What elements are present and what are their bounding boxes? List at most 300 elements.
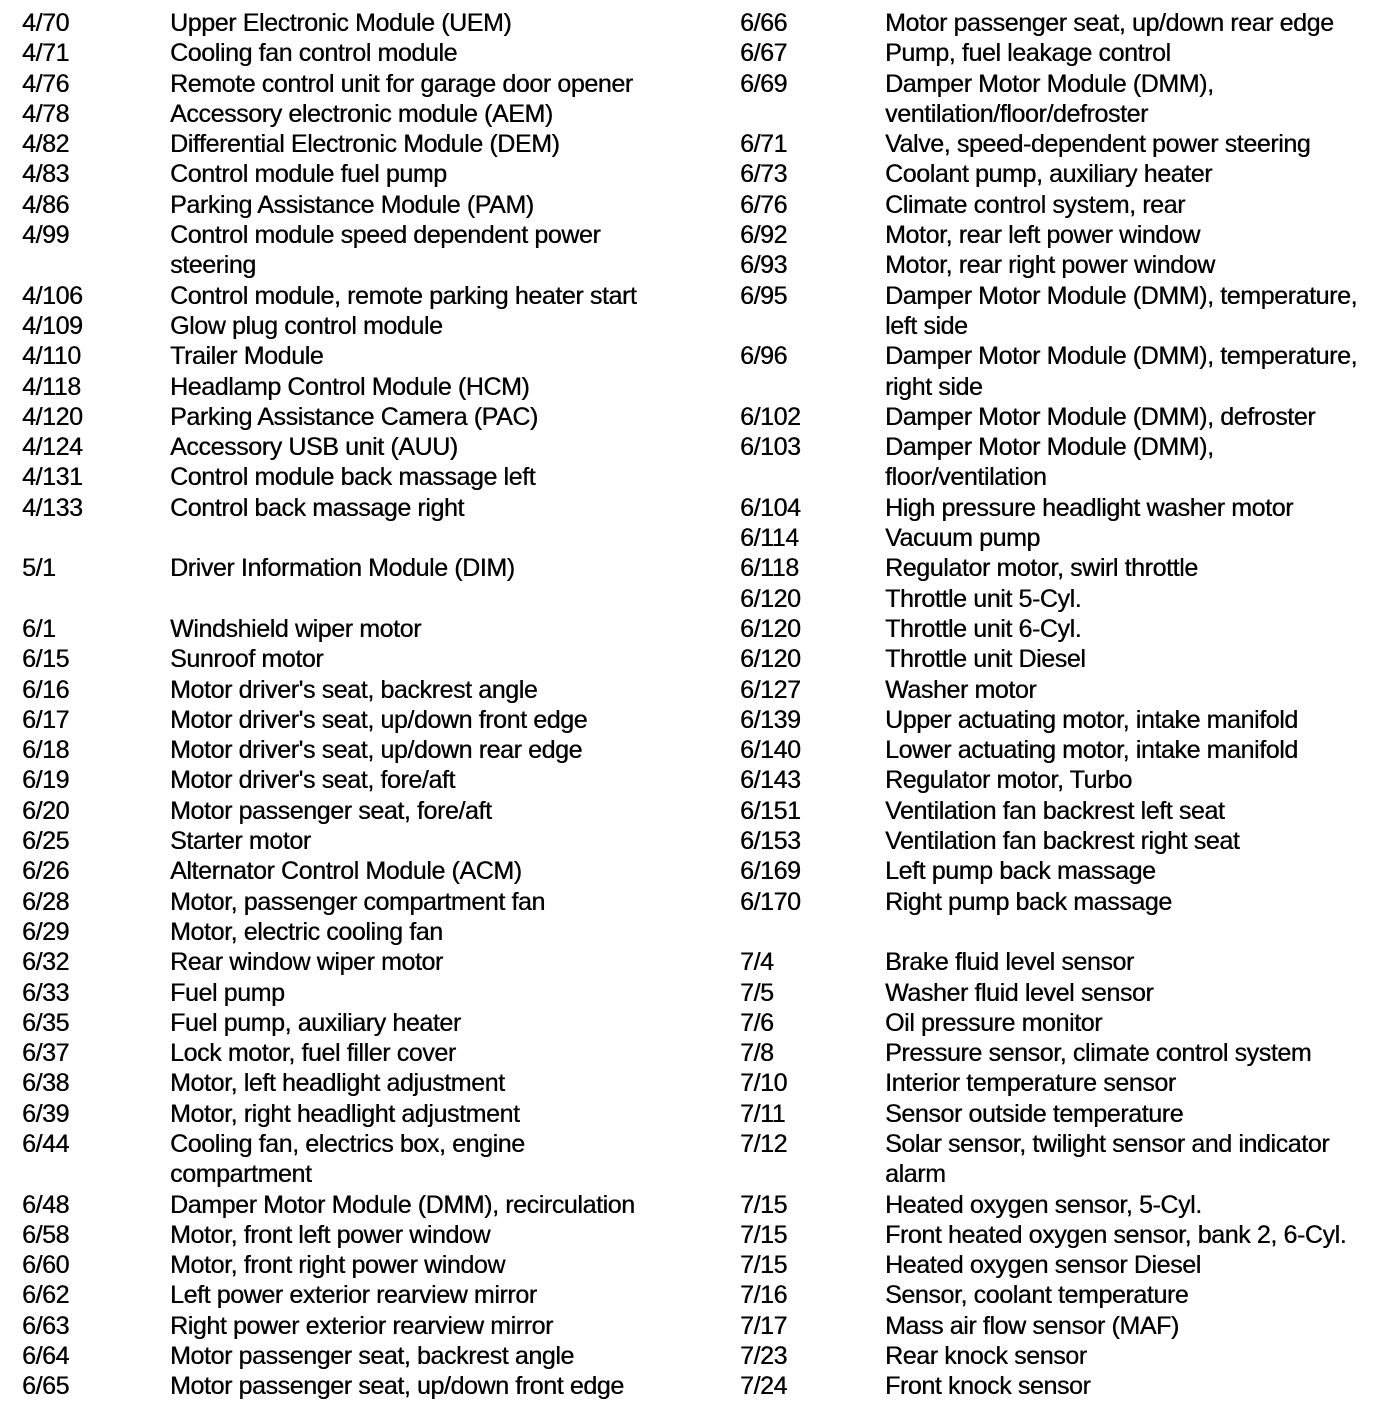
component-description bbox=[885, 129, 1388, 159]
description-line-wrap: ventilation/floor/defroster bbox=[885, 99, 1148, 128]
component-description bbox=[170, 826, 684, 856]
component-code: 6/153 bbox=[740, 827, 801, 856]
component-code: 4/133 bbox=[22, 493, 83, 522]
component-row bbox=[22, 978, 684, 1008]
description-line: Brake fluid level sensor bbox=[885, 948, 1134, 977]
description-line: Headlamp Control Module (HCM) bbox=[170, 372, 530, 401]
component-code: 6/28 bbox=[22, 887, 70, 916]
description-line: Sunroof motor bbox=[170, 645, 324, 674]
component-description bbox=[885, 1038, 1388, 1068]
component-code: 7/11 bbox=[740, 1099, 786, 1128]
component-code: 6/73 bbox=[740, 160, 788, 189]
component-row bbox=[22, 1220, 684, 1250]
component-description bbox=[885, 584, 1388, 614]
component-row bbox=[22, 311, 684, 341]
component-description bbox=[170, 190, 684, 220]
component-row bbox=[740, 493, 1388, 523]
component-row bbox=[740, 614, 1388, 644]
component-code: 6/92 bbox=[740, 221, 788, 250]
component-row bbox=[740, 1280, 1388, 1310]
component-code: 6/104 bbox=[740, 493, 801, 522]
component-code: 7/15 bbox=[740, 1251, 788, 1280]
description-line: Motor, front left power window bbox=[170, 1220, 491, 1249]
component-description bbox=[885, 1190, 1388, 1220]
description-line: Glow plug control module bbox=[170, 311, 443, 340]
component-code: 7/15 bbox=[740, 1220, 788, 1249]
component-description bbox=[170, 765, 684, 795]
component-description bbox=[885, 705, 1388, 735]
component-code: 6/96 bbox=[740, 342, 788, 371]
component-description bbox=[170, 796, 684, 826]
component-description bbox=[170, 1280, 684, 1310]
component-row bbox=[740, 1220, 1388, 1250]
component-description bbox=[170, 220, 684, 281]
component-list-column-left bbox=[22, 8, 684, 1402]
component-description bbox=[170, 159, 684, 189]
component-description bbox=[170, 705, 684, 735]
component-code: 6/102 bbox=[740, 402, 801, 431]
component-row bbox=[22, 493, 684, 523]
description-line: Rear window wiper motor bbox=[170, 948, 443, 977]
component-row bbox=[22, 38, 684, 68]
description-line: Upper Electronic Module (UEM) bbox=[170, 9, 512, 37]
group-spacer bbox=[22, 584, 684, 614]
description-line: Regulator motor, swirl throttle bbox=[885, 554, 1198, 583]
description-line: Washer fluid level sensor bbox=[885, 978, 1154, 1007]
component-code: 7/23 bbox=[740, 1342, 788, 1371]
description-line: Trailer Module bbox=[170, 342, 324, 371]
component-row bbox=[740, 8, 1388, 38]
description-line-wrap: compartment bbox=[170, 1160, 312, 1189]
component-description bbox=[170, 614, 684, 644]
component-description bbox=[885, 1250, 1388, 1280]
component-row bbox=[22, 796, 684, 826]
component-code: 6/44 bbox=[22, 1129, 70, 1158]
component-description bbox=[885, 1371, 1388, 1401]
component-row bbox=[22, 8, 684, 38]
component-row bbox=[22, 1280, 684, 1310]
component-row bbox=[22, 190, 684, 220]
component-code: 4/109 bbox=[22, 311, 83, 340]
component-row bbox=[22, 159, 684, 189]
component-row bbox=[740, 190, 1388, 220]
component-code: 7/16 bbox=[740, 1281, 788, 1310]
description-line: Lock motor, fuel filler cover bbox=[170, 1039, 456, 1068]
component-description bbox=[170, 644, 684, 674]
component-code: 6/25 bbox=[22, 827, 70, 856]
component-row bbox=[740, 978, 1388, 1008]
component-row bbox=[22, 281, 684, 311]
component-description bbox=[885, 675, 1388, 705]
description-line: Cooling fan control module bbox=[170, 39, 458, 68]
description-line: Fuel pump bbox=[170, 978, 285, 1007]
component-row bbox=[22, 402, 684, 432]
component-code: 7/6 bbox=[740, 1008, 774, 1037]
component-code: 6/33 bbox=[22, 978, 70, 1007]
description-line: Motor passenger seat, backrest angle bbox=[170, 1342, 574, 1371]
component-description bbox=[170, 8, 684, 38]
component-code: 6/143 bbox=[740, 766, 801, 795]
description-line: Motor passenger seat, up/down rear edge bbox=[885, 9, 1334, 37]
component-description bbox=[170, 129, 684, 159]
description-line: Remote control unit for garage door opener bbox=[170, 69, 633, 98]
component-code: 6/120 bbox=[740, 645, 801, 674]
component-description bbox=[170, 1371, 684, 1401]
component-description bbox=[885, 887, 1388, 917]
description-line: Motor driver's seat, up/down front edge bbox=[170, 705, 588, 734]
component-description bbox=[885, 856, 1388, 886]
description-line: Motor driver's seat, fore/aft bbox=[170, 766, 455, 795]
component-description bbox=[170, 735, 684, 765]
component-code: 6/15 bbox=[22, 645, 70, 674]
description-line-wrap: right side bbox=[885, 372, 983, 401]
component-code: 4/110 bbox=[22, 342, 81, 371]
component-description bbox=[885, 1280, 1388, 1310]
component-code: 4/118 bbox=[22, 372, 81, 401]
component-code: 6/18 bbox=[22, 736, 70, 765]
component-description bbox=[170, 917, 684, 947]
component-row bbox=[22, 1038, 684, 1068]
component-description bbox=[885, 432, 1388, 493]
component-row bbox=[740, 947, 1388, 977]
component-description bbox=[885, 1341, 1388, 1371]
component-description bbox=[885, 402, 1388, 432]
component-row bbox=[22, 765, 684, 795]
component-list-column-right bbox=[740, 8, 1388, 1402]
component-description bbox=[170, 99, 684, 129]
description-line: Vacuum pump bbox=[885, 524, 1040, 553]
component-code: 6/93 bbox=[740, 251, 788, 280]
component-row bbox=[22, 432, 684, 462]
description-line: Interior temperature sensor bbox=[885, 1069, 1176, 1098]
description-line: Sensor, coolant temperature bbox=[885, 1281, 1189, 1310]
component-row bbox=[740, 553, 1388, 583]
component-code: 7/12 bbox=[740, 1129, 788, 1158]
description-line: Heated oxygen sensor, 5-Cyl. bbox=[885, 1190, 1202, 1219]
description-line: Damper Motor Module (DMM), temperature, bbox=[885, 342, 1358, 371]
component-description bbox=[170, 1129, 684, 1190]
component-code: 6/37 bbox=[22, 1039, 70, 1068]
component-code: 4/86 bbox=[22, 190, 70, 219]
component-description bbox=[885, 614, 1388, 644]
component-code: 6/76 bbox=[740, 190, 788, 219]
component-row bbox=[740, 1371, 1388, 1401]
component-description bbox=[170, 1099, 684, 1129]
description-line: Motor driver's seat, backrest angle bbox=[170, 675, 538, 704]
component-row bbox=[22, 705, 684, 735]
component-row bbox=[22, 341, 684, 371]
component-code: 6/62 bbox=[22, 1281, 70, 1310]
description-line: Control module back massage left bbox=[170, 463, 536, 492]
component-row bbox=[740, 69, 1388, 130]
component-row bbox=[740, 1190, 1388, 1220]
component-row bbox=[22, 462, 684, 492]
component-row bbox=[22, 917, 684, 947]
component-description bbox=[885, 38, 1388, 68]
component-description bbox=[885, 1099, 1388, 1129]
component-code: 7/8 bbox=[740, 1039, 774, 1068]
component-description bbox=[885, 826, 1388, 856]
component-code: 6/151 bbox=[740, 796, 801, 825]
component-code: 6/64 bbox=[22, 1342, 70, 1371]
component-row bbox=[22, 614, 684, 644]
component-code: 6/140 bbox=[740, 736, 801, 765]
component-row bbox=[740, 341, 1388, 402]
component-row bbox=[740, 735, 1388, 765]
description-line: Fuel pump, auxiliary heater bbox=[170, 1008, 461, 1037]
component-code: 6/170 bbox=[740, 887, 801, 916]
component-code: 6/120 bbox=[740, 614, 801, 643]
component-code: 6/69 bbox=[740, 69, 788, 98]
description-line: Left power exterior rearview mirror bbox=[170, 1281, 537, 1310]
component-code: 6/39 bbox=[22, 1099, 70, 1128]
component-row bbox=[740, 675, 1388, 705]
component-description bbox=[170, 1190, 684, 1220]
component-row bbox=[740, 1129, 1388, 1190]
component-description bbox=[885, 1220, 1388, 1250]
component-code: 6/20 bbox=[22, 796, 70, 825]
description-line: Front heated oxygen sensor, bank 2, 6-Cyl. bbox=[885, 1220, 1347, 1249]
component-code: 4/82 bbox=[22, 130, 70, 159]
description-line-wrap: alarm bbox=[885, 1160, 946, 1189]
component-description bbox=[170, 69, 684, 99]
component-row bbox=[740, 584, 1388, 614]
description-line: Motor passenger seat, fore/aft bbox=[170, 796, 492, 825]
description-line: Lower actuating motor, intake manifold bbox=[885, 736, 1298, 765]
description-line: Differential Electronic Module (DEM) bbox=[170, 130, 560, 159]
component-row bbox=[22, 129, 684, 159]
component-description bbox=[885, 735, 1388, 765]
component-description bbox=[885, 250, 1388, 280]
component-description bbox=[170, 432, 684, 462]
component-code: 6/67 bbox=[740, 39, 788, 68]
component-row bbox=[22, 69, 684, 99]
component-code: 5/1 bbox=[22, 554, 56, 583]
component-description bbox=[170, 341, 684, 371]
component-row bbox=[22, 1341, 684, 1371]
component-code: 6/63 bbox=[22, 1311, 70, 1340]
component-row bbox=[740, 856, 1388, 886]
component-description bbox=[885, 1068, 1388, 1098]
component-description bbox=[885, 1311, 1388, 1341]
component-row bbox=[22, 99, 684, 129]
component-description bbox=[170, 1341, 684, 1371]
component-description bbox=[170, 1068, 684, 1098]
component-description bbox=[170, 1250, 684, 1280]
component-row bbox=[740, 402, 1388, 432]
component-code: 6/65 bbox=[22, 1372, 70, 1401]
component-row bbox=[740, 38, 1388, 68]
description-line: Parking Assistance Module (PAM) bbox=[170, 190, 534, 219]
component-row bbox=[22, 1311, 684, 1341]
component-description bbox=[885, 493, 1388, 523]
component-code: 4/120 bbox=[22, 402, 83, 431]
description-line-wrap: floor/ventilation bbox=[885, 463, 1047, 492]
component-code: 6/35 bbox=[22, 1008, 70, 1037]
description-line: Rear knock sensor bbox=[885, 1342, 1087, 1371]
component-code: 6/29 bbox=[22, 917, 70, 946]
component-code: 7/15 bbox=[740, 1190, 788, 1219]
component-description bbox=[885, 190, 1388, 220]
component-description bbox=[885, 947, 1388, 977]
component-code: 4/106 bbox=[22, 281, 83, 310]
description-line: Parking Assistance Camera (PAC) bbox=[170, 402, 538, 431]
component-description bbox=[885, 159, 1388, 189]
component-description bbox=[170, 553, 684, 583]
description-line: Right pump back massage bbox=[885, 887, 1172, 916]
component-row bbox=[22, 675, 684, 705]
component-row bbox=[740, 1008, 1388, 1038]
component-code: 7/5 bbox=[740, 978, 774, 1007]
component-row bbox=[740, 887, 1388, 917]
component-description bbox=[885, 220, 1388, 250]
component-row bbox=[740, 1099, 1388, 1129]
component-code: 6/32 bbox=[22, 948, 70, 977]
component-description bbox=[170, 38, 684, 68]
description-line: Throttle unit Diesel bbox=[885, 645, 1086, 674]
component-code: 6/48 bbox=[22, 1190, 70, 1219]
description-line: Regulator motor, Turbo bbox=[885, 766, 1132, 795]
component-row bbox=[22, 553, 684, 583]
description-line-wrap: steering bbox=[170, 251, 256, 280]
component-description bbox=[170, 1038, 684, 1068]
description-line: Damper Motor Module (DMM), defroster bbox=[885, 402, 1316, 431]
description-line: Valve, speed-dependent power steering bbox=[885, 130, 1311, 159]
component-code: 4/131 bbox=[22, 463, 83, 492]
component-code: 6/120 bbox=[740, 584, 801, 613]
description-line: Mass air flow sensor (MAF) bbox=[885, 1311, 1179, 1340]
component-description bbox=[170, 1220, 684, 1250]
component-row bbox=[22, 1250, 684, 1280]
description-line: Sensor outside temperature bbox=[885, 1099, 1184, 1128]
component-description bbox=[885, 1008, 1388, 1038]
component-code: 6/103 bbox=[740, 433, 801, 462]
description-line: Throttle unit 6-Cyl. bbox=[885, 614, 1082, 643]
component-row bbox=[740, 129, 1388, 159]
component-description bbox=[885, 281, 1388, 342]
component-code: 6/19 bbox=[22, 766, 70, 795]
description-line: Washer motor bbox=[885, 675, 1037, 704]
description-line-wrap: left side bbox=[885, 311, 968, 340]
component-description bbox=[170, 1311, 684, 1341]
description-line: Alternator Control Module (ACM) bbox=[170, 857, 522, 886]
component-row bbox=[22, 887, 684, 917]
component-row bbox=[22, 1099, 684, 1129]
component-description bbox=[885, 69, 1388, 130]
description-line: Control module, remote parking heater start bbox=[170, 281, 637, 310]
component-row bbox=[22, 1371, 684, 1401]
component-description bbox=[885, 644, 1388, 674]
component-code: 6/58 bbox=[22, 1220, 70, 1249]
component-row bbox=[740, 250, 1388, 280]
component-description bbox=[170, 856, 684, 886]
component-code: 6/169 bbox=[740, 857, 801, 886]
component-row bbox=[740, 765, 1388, 795]
component-row bbox=[740, 1250, 1388, 1280]
component-row bbox=[22, 947, 684, 977]
description-line: Throttle unit 5-Cyl. bbox=[885, 584, 1082, 613]
component-row bbox=[740, 796, 1388, 826]
description-line: Ventilation fan backrest right seat bbox=[885, 827, 1240, 856]
component-row bbox=[22, 372, 684, 402]
description-line: Right power exterior rearview mirror bbox=[170, 1311, 553, 1340]
component-description bbox=[170, 1008, 684, 1038]
component-code: 7/10 bbox=[740, 1069, 788, 1098]
component-row bbox=[22, 1190, 684, 1220]
description-line: Motor driver's seat, up/down rear edge bbox=[170, 736, 583, 765]
component-description bbox=[170, 311, 684, 341]
component-description bbox=[885, 978, 1388, 1008]
component-row bbox=[22, 826, 684, 856]
component-description bbox=[170, 978, 684, 1008]
component-code: 6/17 bbox=[22, 705, 70, 734]
description-line: Control module speed dependent power bbox=[170, 221, 601, 250]
component-row bbox=[740, 705, 1388, 735]
component-row bbox=[22, 856, 684, 886]
component-row bbox=[740, 1311, 1388, 1341]
description-line: Motor, rear right power window bbox=[885, 251, 1215, 280]
group-spacer bbox=[740, 917, 1388, 947]
component-code: 4/124 bbox=[22, 433, 83, 462]
component-code: 6/139 bbox=[740, 705, 801, 734]
description-line: Pump, fuel leakage control bbox=[885, 39, 1171, 68]
component-description bbox=[170, 372, 684, 402]
description-line: Motor, passenger compartment fan bbox=[170, 887, 545, 916]
component-code: 6/118 bbox=[740, 554, 799, 583]
description-line: Motor, rear left power window bbox=[885, 221, 1200, 250]
component-description bbox=[885, 8, 1388, 38]
component-row bbox=[22, 1129, 684, 1190]
component-row bbox=[22, 1008, 684, 1038]
component-description bbox=[885, 553, 1388, 583]
component-row bbox=[740, 432, 1388, 493]
description-line: Driver Information Module (DIM) bbox=[170, 554, 515, 583]
component-description bbox=[170, 887, 684, 917]
component-description bbox=[170, 402, 684, 432]
description-line: Upper actuating motor, intake manifold bbox=[885, 705, 1298, 734]
component-row bbox=[740, 159, 1388, 189]
component-description bbox=[170, 462, 684, 492]
description-line: Damper Motor Module (DMM), bbox=[885, 69, 1214, 98]
component-code: 4/78 bbox=[22, 99, 70, 128]
component-code: 7/4 bbox=[740, 948, 774, 977]
component-code: 6/38 bbox=[22, 1069, 70, 1098]
component-description bbox=[885, 341, 1388, 402]
component-code: 6/127 bbox=[740, 675, 801, 704]
component-code: 6/16 bbox=[22, 675, 70, 704]
component-code: 6/95 bbox=[740, 281, 788, 310]
description-line: Accessory electronic module (AEM) bbox=[170, 99, 553, 128]
component-row bbox=[740, 644, 1388, 674]
description-line: Control module fuel pump bbox=[170, 160, 447, 189]
description-line: Damper Motor Module (DMM), bbox=[885, 433, 1214, 462]
component-row bbox=[740, 1038, 1388, 1068]
component-code: 6/114 bbox=[740, 524, 799, 553]
description-line: Cooling fan, electrics box, engine bbox=[170, 1129, 525, 1158]
component-code: 4/99 bbox=[22, 221, 70, 250]
description-line: Starter motor bbox=[170, 827, 311, 856]
component-description bbox=[885, 1129, 1388, 1190]
component-description bbox=[170, 281, 684, 311]
component-code: 4/83 bbox=[22, 160, 70, 189]
component-description bbox=[170, 947, 684, 977]
description-line: Solar sensor, twilight sensor and indicator bbox=[885, 1129, 1330, 1158]
component-row bbox=[22, 644, 684, 674]
component-description bbox=[885, 523, 1388, 553]
description-line: Front knock sensor bbox=[885, 1372, 1091, 1401]
description-line: Motor, front right power window bbox=[170, 1251, 505, 1280]
description-line: Ventilation fan backrest left seat bbox=[885, 796, 1225, 825]
